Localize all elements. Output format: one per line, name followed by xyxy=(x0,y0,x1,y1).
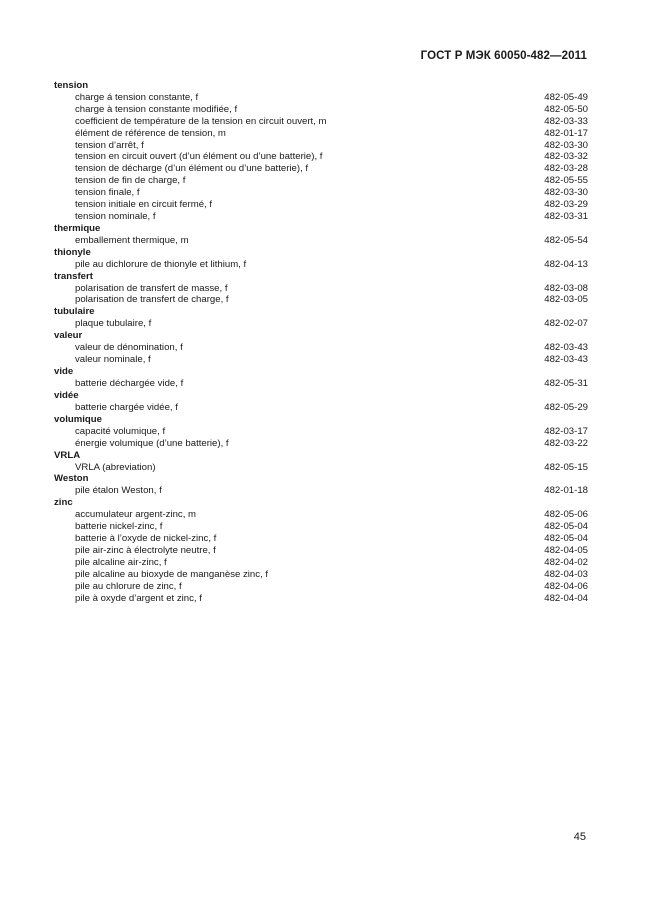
index-entry-text: polarisation de transfert de charge, f xyxy=(75,294,229,306)
index-entry xyxy=(54,104,588,116)
index-entry-code: 482-05-49 xyxy=(544,92,588,103)
index-entry-code: 482-05-55 xyxy=(544,175,588,187)
index-entry xyxy=(54,128,588,140)
index-entry-text: plaque tubulaire, f xyxy=(75,318,152,330)
index-entry xyxy=(54,378,588,390)
index-entry xyxy=(54,462,588,474)
index-entry xyxy=(54,438,588,450)
index-entry-text: charge á tension constante, f xyxy=(75,92,199,103)
index-entry xyxy=(54,318,588,330)
index-entry-code: 482-05-29 xyxy=(544,401,588,413)
index-entry-text: tension de décharge (d’un élément ou d’une batterie), f xyxy=(75,163,309,175)
index-entry-code: 482-05-04 xyxy=(544,533,588,545)
index-entry-text: pile alcaline air-zinc, f xyxy=(75,556,167,568)
index-entry xyxy=(54,593,588,605)
index-entry-code: 482-01-17 xyxy=(544,127,588,139)
index-entry xyxy=(54,92,588,104)
index-entry-text: valeur nominale, f xyxy=(75,354,151,366)
index-entry-code: 482-04-06 xyxy=(544,580,588,592)
index-entry xyxy=(54,235,588,247)
index-entry-code: 482-03-43 xyxy=(544,354,588,366)
index-entry-text: emballement thermique, m xyxy=(75,234,189,246)
index-entry-code: 482-05-04 xyxy=(544,521,588,533)
index-entry xyxy=(54,140,588,152)
index-entry-text: pile étalon Weston, f xyxy=(75,485,162,497)
index-entry-text: batterie à l’oxyde de nickel-zinc, f xyxy=(75,533,217,545)
index-entry-code: 482-03-30 xyxy=(544,187,588,199)
index-group-term: tension xyxy=(54,80,89,91)
index-entry-code: 482-03-22 xyxy=(544,437,588,449)
index-entry-text: batterie déchargée vide, f xyxy=(75,378,184,390)
index-group-term: Weston xyxy=(54,473,89,485)
index-entry-text: polarisation de transfert de masse, f xyxy=(75,282,228,294)
index-entry-code: 482-04-04 xyxy=(544,592,588,604)
index-entry-text: pile au chlorure de zinc, f xyxy=(75,580,182,592)
index-entry-text: coefficient de température de la tension en circuit ouvert, m xyxy=(75,115,327,127)
index-entry-text: tension de fin de charge, f xyxy=(75,175,186,187)
index-entry-text: tension finale, f xyxy=(75,187,140,199)
index-entry xyxy=(54,294,588,306)
page-header-standard: ГОСТ Р МЭК 60050-482—2011 xyxy=(420,50,587,62)
index-entry-text: pile au dichlorure de thionyle et lithium, f xyxy=(75,258,247,270)
index-entry-text: capacité volumique, f xyxy=(75,425,166,437)
index-entry xyxy=(54,283,588,295)
index-entry xyxy=(54,485,588,497)
index-entry-code: 482-02-07 xyxy=(544,318,588,330)
index-entry-code: 482-03-31 xyxy=(544,210,588,222)
index-entry-code: 482-03-17 xyxy=(544,425,588,437)
index-entry-code: 482-03-29 xyxy=(544,199,588,211)
page-number: 45 xyxy=(573,831,586,843)
index-entry xyxy=(54,199,588,211)
index-entry-code: 482-05-50 xyxy=(544,103,588,115)
index-group-term: thionyle xyxy=(54,246,91,258)
index-entry-text: tension d’arrêt, f xyxy=(75,139,144,151)
index-entry-code: 482-04-02 xyxy=(544,556,588,568)
index-entry-code: 482-05-54 xyxy=(544,234,588,246)
index-entry-text: batterie nickel-zinc, f xyxy=(75,521,163,533)
index-entry-text: valeur de dénomination, f xyxy=(75,342,183,354)
index-group-term: VRLA xyxy=(54,449,81,461)
index-entry-code: 482-03-05 xyxy=(544,294,588,306)
index-group-term: tubulaire xyxy=(54,306,95,318)
index-entry-code: 482-03-30 xyxy=(544,139,588,151)
index-entry-code: 482-05-06 xyxy=(544,509,588,521)
index-entry xyxy=(54,175,588,187)
index-entry xyxy=(54,569,588,581)
index-entry xyxy=(54,545,588,557)
index-entry-code: 482-03-32 xyxy=(544,151,588,163)
index-entry-text: tension nominale, f xyxy=(75,210,156,222)
index-entry-code: 482-03-08 xyxy=(544,282,588,294)
index-entry xyxy=(54,151,588,163)
index-entry-text: accumulateur argent-zinc, m xyxy=(75,509,197,521)
index-entry-text: pile alcaline au bioxyde de manganèse zinc, f xyxy=(75,568,269,580)
index-entry xyxy=(54,402,588,414)
index-entry xyxy=(54,521,588,533)
index-entry xyxy=(54,211,588,223)
index-entry-code: 482-05-15 xyxy=(544,461,588,473)
index-group-term: transfert xyxy=(54,270,93,282)
index-entry xyxy=(54,581,588,593)
index-entry-code: 482-03-28 xyxy=(544,163,588,175)
index-entry-text: pile air-zinc à électrolyte neutre, f xyxy=(75,545,216,557)
index-entry-code: 482-03-43 xyxy=(544,342,588,354)
index-entry-text: tension initiale en circuit fermé, f xyxy=(75,199,213,211)
index-entry xyxy=(54,509,588,521)
index-entry-code: 482-04-13 xyxy=(544,258,588,270)
index-group-term: valeur xyxy=(54,330,83,342)
term-index xyxy=(54,80,588,605)
index-entry-code: 482-04-03 xyxy=(544,568,588,580)
index-entry-text: batterie chargée vidée, f xyxy=(75,401,178,413)
index-entry-code: 482-04-05 xyxy=(544,545,588,557)
index-entry xyxy=(54,342,588,354)
index-entry xyxy=(54,557,588,569)
index-entry-text: élément de référence de tension, m xyxy=(75,127,226,139)
index-entry-text: pile à oxyde d’argent et zinc, f xyxy=(75,592,202,604)
index-entry-text: énergie volumique (d’une batterie), f xyxy=(75,437,229,449)
index-entry-code: 482-03-33 xyxy=(544,115,588,127)
index-group-term: volumique xyxy=(54,413,102,425)
index-group-term: zinc xyxy=(54,497,73,509)
index-entry-text: charge à tension constante modifiée, f xyxy=(75,103,238,115)
index-entry xyxy=(54,187,588,199)
index-entry xyxy=(54,163,588,175)
index-entry-text: tension en circuit ouvert (d’un élément ou d’une batterie), f xyxy=(75,151,323,163)
index-group-term: vidée xyxy=(54,389,79,401)
index-entry xyxy=(54,533,588,545)
index-group-term: thermique xyxy=(54,222,101,234)
index-entry xyxy=(54,354,588,366)
index-entry xyxy=(54,259,588,271)
index-entry xyxy=(54,426,588,438)
index-entry-code: 482-05-31 xyxy=(544,378,588,390)
index-entry xyxy=(54,116,588,128)
index-entry-code: 482-01-18 xyxy=(544,485,588,497)
index-entry-text: VRLA (abreviation) xyxy=(75,461,156,473)
index-group-term: vide xyxy=(54,366,74,378)
